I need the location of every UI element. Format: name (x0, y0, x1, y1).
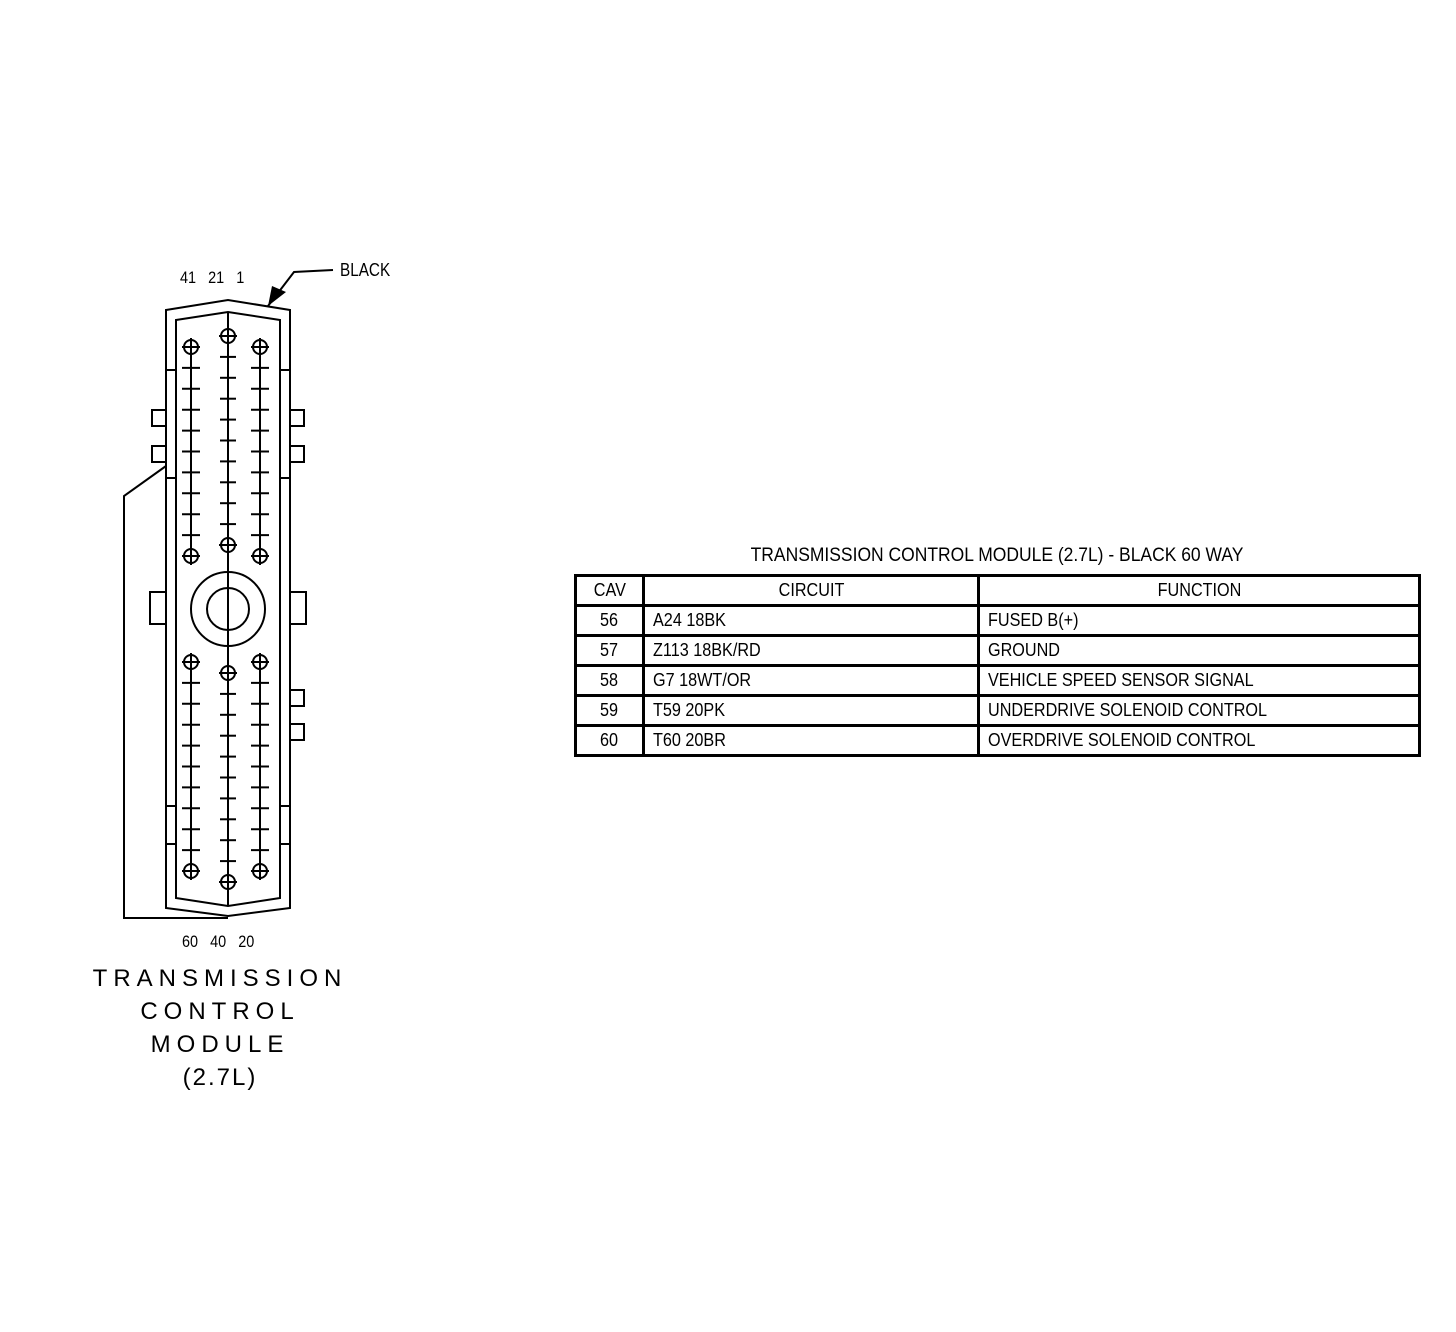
connector-caption (90, 962, 350, 1094)
table-row (576, 636, 1420, 666)
function-cell: FUSED B(+) (979, 606, 1420, 636)
table-header-row (576, 576, 1420, 606)
pin-label-41: 41 (180, 268, 197, 287)
connector-color-label: BLACK (340, 260, 391, 280)
pin-label-60: 60 (182, 932, 199, 951)
table-row (576, 696, 1420, 726)
pin-label-40: 40 (210, 932, 227, 951)
function-cell: OVERDRIVE SOLENOID CONTROL (979, 726, 1420, 756)
header-circuit: CIRCUIT (644, 576, 979, 606)
cav-cell: 56 (576, 606, 644, 636)
caption-line-3: MODULE (150, 1031, 290, 1058)
table-row (576, 666, 1420, 696)
arrow-head (268, 286, 286, 306)
header-function: FUNCTION (979, 576, 1420, 606)
pinout-table (574, 574, 1421, 757)
caption-line-4: (2.7L) (182, 1064, 258, 1091)
circuit-cell: T59 20PK (644, 696, 979, 726)
function-cell: UNDERDRIVE SOLENOID CONTROL (979, 696, 1420, 726)
pin-label-1: 1 (236, 268, 245, 287)
caption-line-1: TRANSMISSION (92, 965, 348, 992)
table-row (576, 606, 1420, 636)
function-cell: VEHICLE SPEED SENSOR SIGNAL (979, 666, 1420, 696)
caption-line-2: CONTROL (140, 998, 300, 1025)
bottom-pin-labels (182, 932, 254, 952)
pin-label-21: 21 (208, 268, 225, 287)
cav-cell: 57 (576, 636, 644, 666)
cav-cell: 60 (576, 726, 644, 756)
table-title: TRANSMISSION CONTROL MODULE (2.7L) - BLACK 60 WAY (750, 545, 1244, 566)
circuit-cell: T60 20BR (644, 726, 979, 756)
circuit-cell: Z113 18BK/RD (644, 636, 979, 666)
pin-rows (182, 327, 269, 891)
header-cav: CAV (576, 576, 644, 606)
top-pin-labels (180, 268, 244, 288)
circuit-cell: G7 18WT/OR (644, 666, 979, 696)
table-row (576, 726, 1420, 756)
cav-cell: 59 (576, 696, 644, 726)
cav-cell: 58 (576, 666, 644, 696)
function-cell: GROUND (979, 636, 1420, 666)
pin-label-20: 20 (238, 932, 255, 951)
circuit-cell: A24 18BK (644, 606, 979, 636)
